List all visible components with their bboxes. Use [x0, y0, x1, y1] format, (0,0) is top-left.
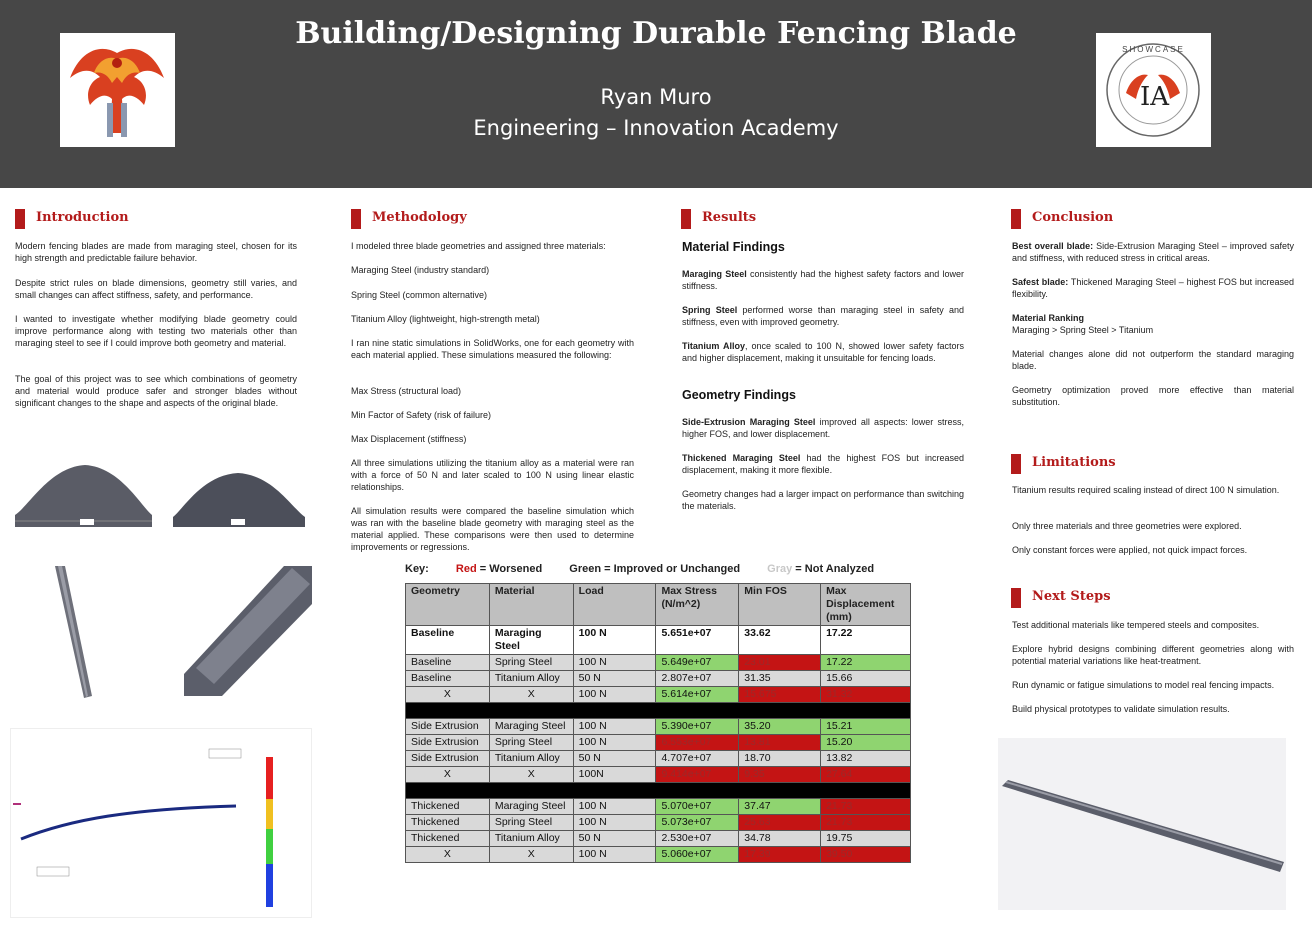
conclusion-heading-text: Conclusion	[1032, 210, 1114, 225]
cell: 50 N	[573, 831, 656, 847]
material-finding-2: Spring Steel performed worse than maraging steel in safety and stiffness, even with improved geometry.	[682, 305, 964, 327]
intro-paragraph-2: Despite strict rules on blade dimensions, geometry still varies, and small changes can affect stiffness, safety, and performance.	[15, 278, 297, 300]
cell: Side Extrusion	[406, 719, 490, 735]
stress-simulation-plot-image	[10, 728, 312, 918]
geometry-finding-3: Geometry changes had a larger impact on performance than switching the materials.	[682, 489, 964, 511]
blade-3d-view-image	[10, 564, 162, 701]
col-header-max-displacement: Max Displacement (mm)	[821, 584, 911, 626]
conclusion-2: Safest blade: Thickened Maraging Steel – highest FOS but increased flexibility.	[1012, 277, 1294, 299]
author-affiliation: Engineering – Innovation Academy	[473, 116, 839, 140]
key-red-text: = Worsened	[476, 563, 543, 575]
next-step-1: Test additional materials like tempered steels and composites.	[1012, 620, 1260, 630]
cell: Titanium Alloy	[489, 751, 573, 767]
cell: 2.530e+07	[656, 831, 739, 847]
cell: 5.651e+07	[656, 626, 739, 655]
showcase-logo	[1096, 33, 1211, 147]
cell: 100 N	[573, 687, 656, 703]
method-measure-3: Max Displacement (stiffness)	[351, 434, 467, 444]
cell: 100 N	[573, 719, 656, 735]
cell: 37.47	[739, 799, 821, 815]
cell: Maraging Steel	[489, 719, 573, 735]
cell: 6.553e+07	[656, 735, 739, 751]
limitation-1: Titanium results required scaling instead of direct 100 N simulation.	[1012, 485, 1280, 495]
poster-title: Building/Designing Durable Fencing Blade	[295, 16, 1017, 51]
method-measure-1: Max Stress (structural load)	[351, 386, 462, 396]
blade-side-extrusion-section-image	[163, 455, 313, 530]
heading-bar	[1011, 209, 1021, 229]
limitation-2: Only three materials and three geometries were explored.	[1012, 521, 1242, 531]
cell: 31.35	[739, 671, 821, 687]
cell: 35.20	[739, 719, 821, 735]
cell: X	[489, 687, 573, 703]
key-label: Key:	[405, 563, 429, 575]
next-step-3: Run dynamic or fatigue simulations to model real fencing impacts.	[1012, 680, 1275, 690]
material-finding-1: Maraging Steel consistently had the highest safety factors and lower stiffness.	[682, 269, 964, 291]
cell: Side Extrusion	[406, 735, 490, 751]
cell: 100 N	[573, 815, 656, 831]
table-separator-row	[406, 703, 911, 719]
cell: X	[489, 847, 573, 863]
conclusion-5: Geometry optimization proved more effective than material substitution.	[1012, 385, 1294, 407]
cell: 100 N	[573, 847, 656, 863]
cell: 5.070e+07	[656, 799, 739, 815]
table-row	[406, 847, 911, 863]
cell: Titanium Alloy	[489, 831, 573, 847]
method-paragraph-1: I modeled three blade geometries and assigned three materials:	[351, 241, 606, 251]
conclusion-4: Material changes alone did not outperform the standard maraging blade.	[1012, 349, 1294, 371]
key-gray-text: = Not Analyzed	[792, 563, 875, 575]
introduction-heading-text: Introduction	[36, 210, 129, 225]
conclusion-3: Material Ranking Maraging > Spring Steel > Titanium	[1012, 313, 1154, 335]
method-paragraph-4: All simulation results were compared the baseline simulation which was ran with the baseline blade geometry with maraging steel as the material applied. These comparisons were then used to determine improvements or regressions.	[351, 506, 634, 552]
cell: X	[406, 767, 490, 783]
cell: 4.707e+07	[656, 751, 739, 767]
col-header-max-stress: Max Stress (N/m^2)	[656, 584, 739, 626]
cell: 21.73	[821, 815, 911, 831]
table-header-row	[406, 584, 911, 626]
results-heading-text: Results	[702, 210, 757, 225]
heading-bar	[1011, 454, 1021, 474]
cell: 100 N	[573, 799, 656, 815]
heading-bar	[15, 209, 25, 229]
cell: 50 N	[573, 751, 656, 767]
heading-bar	[351, 209, 361, 229]
cell: 17.39	[739, 847, 821, 863]
conclusion-1: Best overall blade: Side-Extrusion Maraging Steel – improved safety and stiffness, with reduced stress in critical areas.	[1012, 241, 1294, 263]
intro-paragraph-1: Modern fencing blades are made from maraging steel, chosen for its high strength and predictable failure behavior.	[15, 241, 297, 263]
cell: X	[406, 847, 490, 863]
cell: X	[406, 687, 490, 703]
cell: 5.390e+07	[656, 719, 739, 735]
cell: 100 N	[573, 735, 656, 751]
key-gray-word: Gray	[767, 563, 793, 575]
cell: 23.01	[739, 655, 821, 671]
cell: 17.22	[821, 655, 911, 671]
cell: Thickened	[406, 799, 490, 815]
cell: 15.20	[821, 735, 911, 751]
cell: 5.649e+07	[656, 655, 739, 671]
cell: 19.75	[821, 831, 911, 847]
cell: 39.50	[821, 847, 911, 863]
cell: Spring Steel	[489, 735, 573, 751]
cell: 50 N	[573, 671, 656, 687]
table-row	[406, 815, 911, 831]
table-row	[406, 626, 911, 655]
cell: Baseline	[406, 655, 490, 671]
cell: 27.64	[821, 767, 911, 783]
showcase-logo-text: SHOWCASE	[1122, 45, 1185, 54]
method-material-2: Spring Steel (common alternative)	[351, 290, 488, 300]
method-material-3: Titanium Alloy (lightweight, high-strength metal)	[351, 314, 540, 324]
cell: Spring Steel	[489, 815, 573, 831]
final-blade-render-image	[998, 738, 1286, 910]
method-paragraph-2: I ran nine static simulations in SolidWorks, one for each geometry with each material applied. These simulations measured the following:	[351, 338, 634, 360]
limitation-3: Only constant forces were applied, not quick impact forces.	[1012, 545, 1248, 555]
cell: 5.073e+07	[656, 815, 739, 831]
method-paragraph-3: All three simulations utilizing the titanium alloy as a material were ran with a force of 50 N and later scaled to 100 N using linear elastic relationships.	[351, 458, 634, 492]
cell: Thickened	[406, 831, 490, 847]
cell: 9.414e+07	[656, 767, 739, 783]
material-finding-3: Titanium Alloy, once scaled to 100 N, showed lower safety factors and higher displacement, making it unsuitable for fencing loads.	[682, 341, 964, 363]
cell: 9.35	[739, 767, 821, 783]
blade-3d-closeup-image	[174, 564, 312, 701]
table-row	[406, 799, 911, 815]
heading-bar	[1011, 588, 1021, 608]
cell: 5.060e+07	[656, 847, 739, 863]
next-step-4: Build physical prototypes to validate simulation results.	[1012, 704, 1230, 714]
cell: 15.675	[739, 687, 821, 703]
col-header-material: Material	[489, 584, 573, 626]
cell: Titanium Alloy	[489, 671, 573, 687]
separator-cell	[406, 783, 911, 799]
cell: 15.66	[821, 671, 911, 687]
blade-cross-section-image	[10, 455, 156, 530]
cell: Spring Steel	[489, 655, 573, 671]
methodology-heading-text: Methodology	[372, 210, 467, 225]
cell: 18.70	[739, 751, 821, 767]
table-row	[406, 751, 911, 767]
cell: 100N	[573, 767, 656, 783]
col-header-geometry: Geometry	[406, 584, 490, 626]
cell: Side Extrusion	[406, 751, 490, 767]
cell: 2.807e+07	[656, 671, 739, 687]
geometry-finding-1: Side-Extrusion Maraging Steel improved all aspects: lower stress, higher FOS, and lower displacement.	[682, 417, 964, 439]
method-measure-2: Min Factor of Safety (risk of failure)	[351, 410, 492, 420]
cell: Baseline	[406, 671, 490, 687]
cell: 33.62	[739, 626, 821, 655]
key-red-word: Red	[455, 563, 477, 575]
poster-header	[0, 0, 1312, 188]
cell: 31.32	[821, 687, 911, 703]
separator-cell	[406, 703, 911, 719]
cell: Maraging Steel	[489, 626, 573, 655]
results-table	[405, 583, 911, 863]
key-green-text: Green = Improved or Unchanged	[569, 563, 741, 575]
cell: 5.614e+07	[656, 687, 739, 703]
table-row	[406, 735, 911, 751]
heading-bar	[681, 209, 691, 229]
limitations-heading-text: Limitations	[1032, 455, 1116, 470]
next-steps-heading-text: Next Steps	[1032, 589, 1111, 604]
col-header-min-fos: Min FOS	[739, 584, 821, 626]
svg-text:IA: IA	[1140, 82, 1170, 112]
table-separator-row	[406, 783, 911, 799]
cell: 25.63	[739, 815, 821, 831]
intro-paragraph-3: I wanted to investigate whether modifying blade geometry could improve performance along with testing two materials other than maraging steel to see if I could improve both geometry and material.	[15, 314, 297, 348]
table-row	[406, 655, 911, 671]
cell: Thickened	[406, 815, 490, 831]
cell: X	[489, 767, 573, 783]
cell: 17.22	[821, 626, 911, 655]
geometry-findings-heading: Geometry Findings	[682, 388, 796, 402]
cell: Baseline	[406, 626, 490, 655]
cell: 13.81	[739, 735, 821, 751]
table-row	[406, 831, 911, 847]
material-findings-heading: Material Findings	[682, 240, 785, 254]
cell: 100 N	[573, 626, 656, 655]
cell: 21.73	[821, 799, 911, 815]
next-step-2: Explore hybrid designs combining different geometries along with potential material variations like heat-treatment.	[1012, 644, 1294, 666]
intro-paragraph-4: The goal of this project was to see which combinations of geometry and material would produce safer and stronger blades without significant changes to the shape and aspects of the original blade.	[15, 374, 297, 408]
cell: 34.78	[739, 831, 821, 847]
table-row	[406, 687, 911, 703]
table-row	[406, 719, 911, 735]
table-row	[406, 767, 911, 783]
cell: Maraging Steel	[489, 799, 573, 815]
author-name: Ryan Muro	[600, 85, 712, 109]
geometry-finding-2: Thickened Maraging Steel had the highest FOS but increased displacement, making it more flexible.	[682, 453, 964, 475]
table-key	[405, 563, 874, 575]
cell: 100 N	[573, 655, 656, 671]
cell: 15.21	[821, 719, 911, 735]
cell: 13.82	[821, 751, 911, 767]
table-row	[406, 671, 911, 687]
method-material-1: Maraging Steel (industry standard)	[351, 265, 490, 275]
col-header-load: Load	[573, 584, 656, 626]
